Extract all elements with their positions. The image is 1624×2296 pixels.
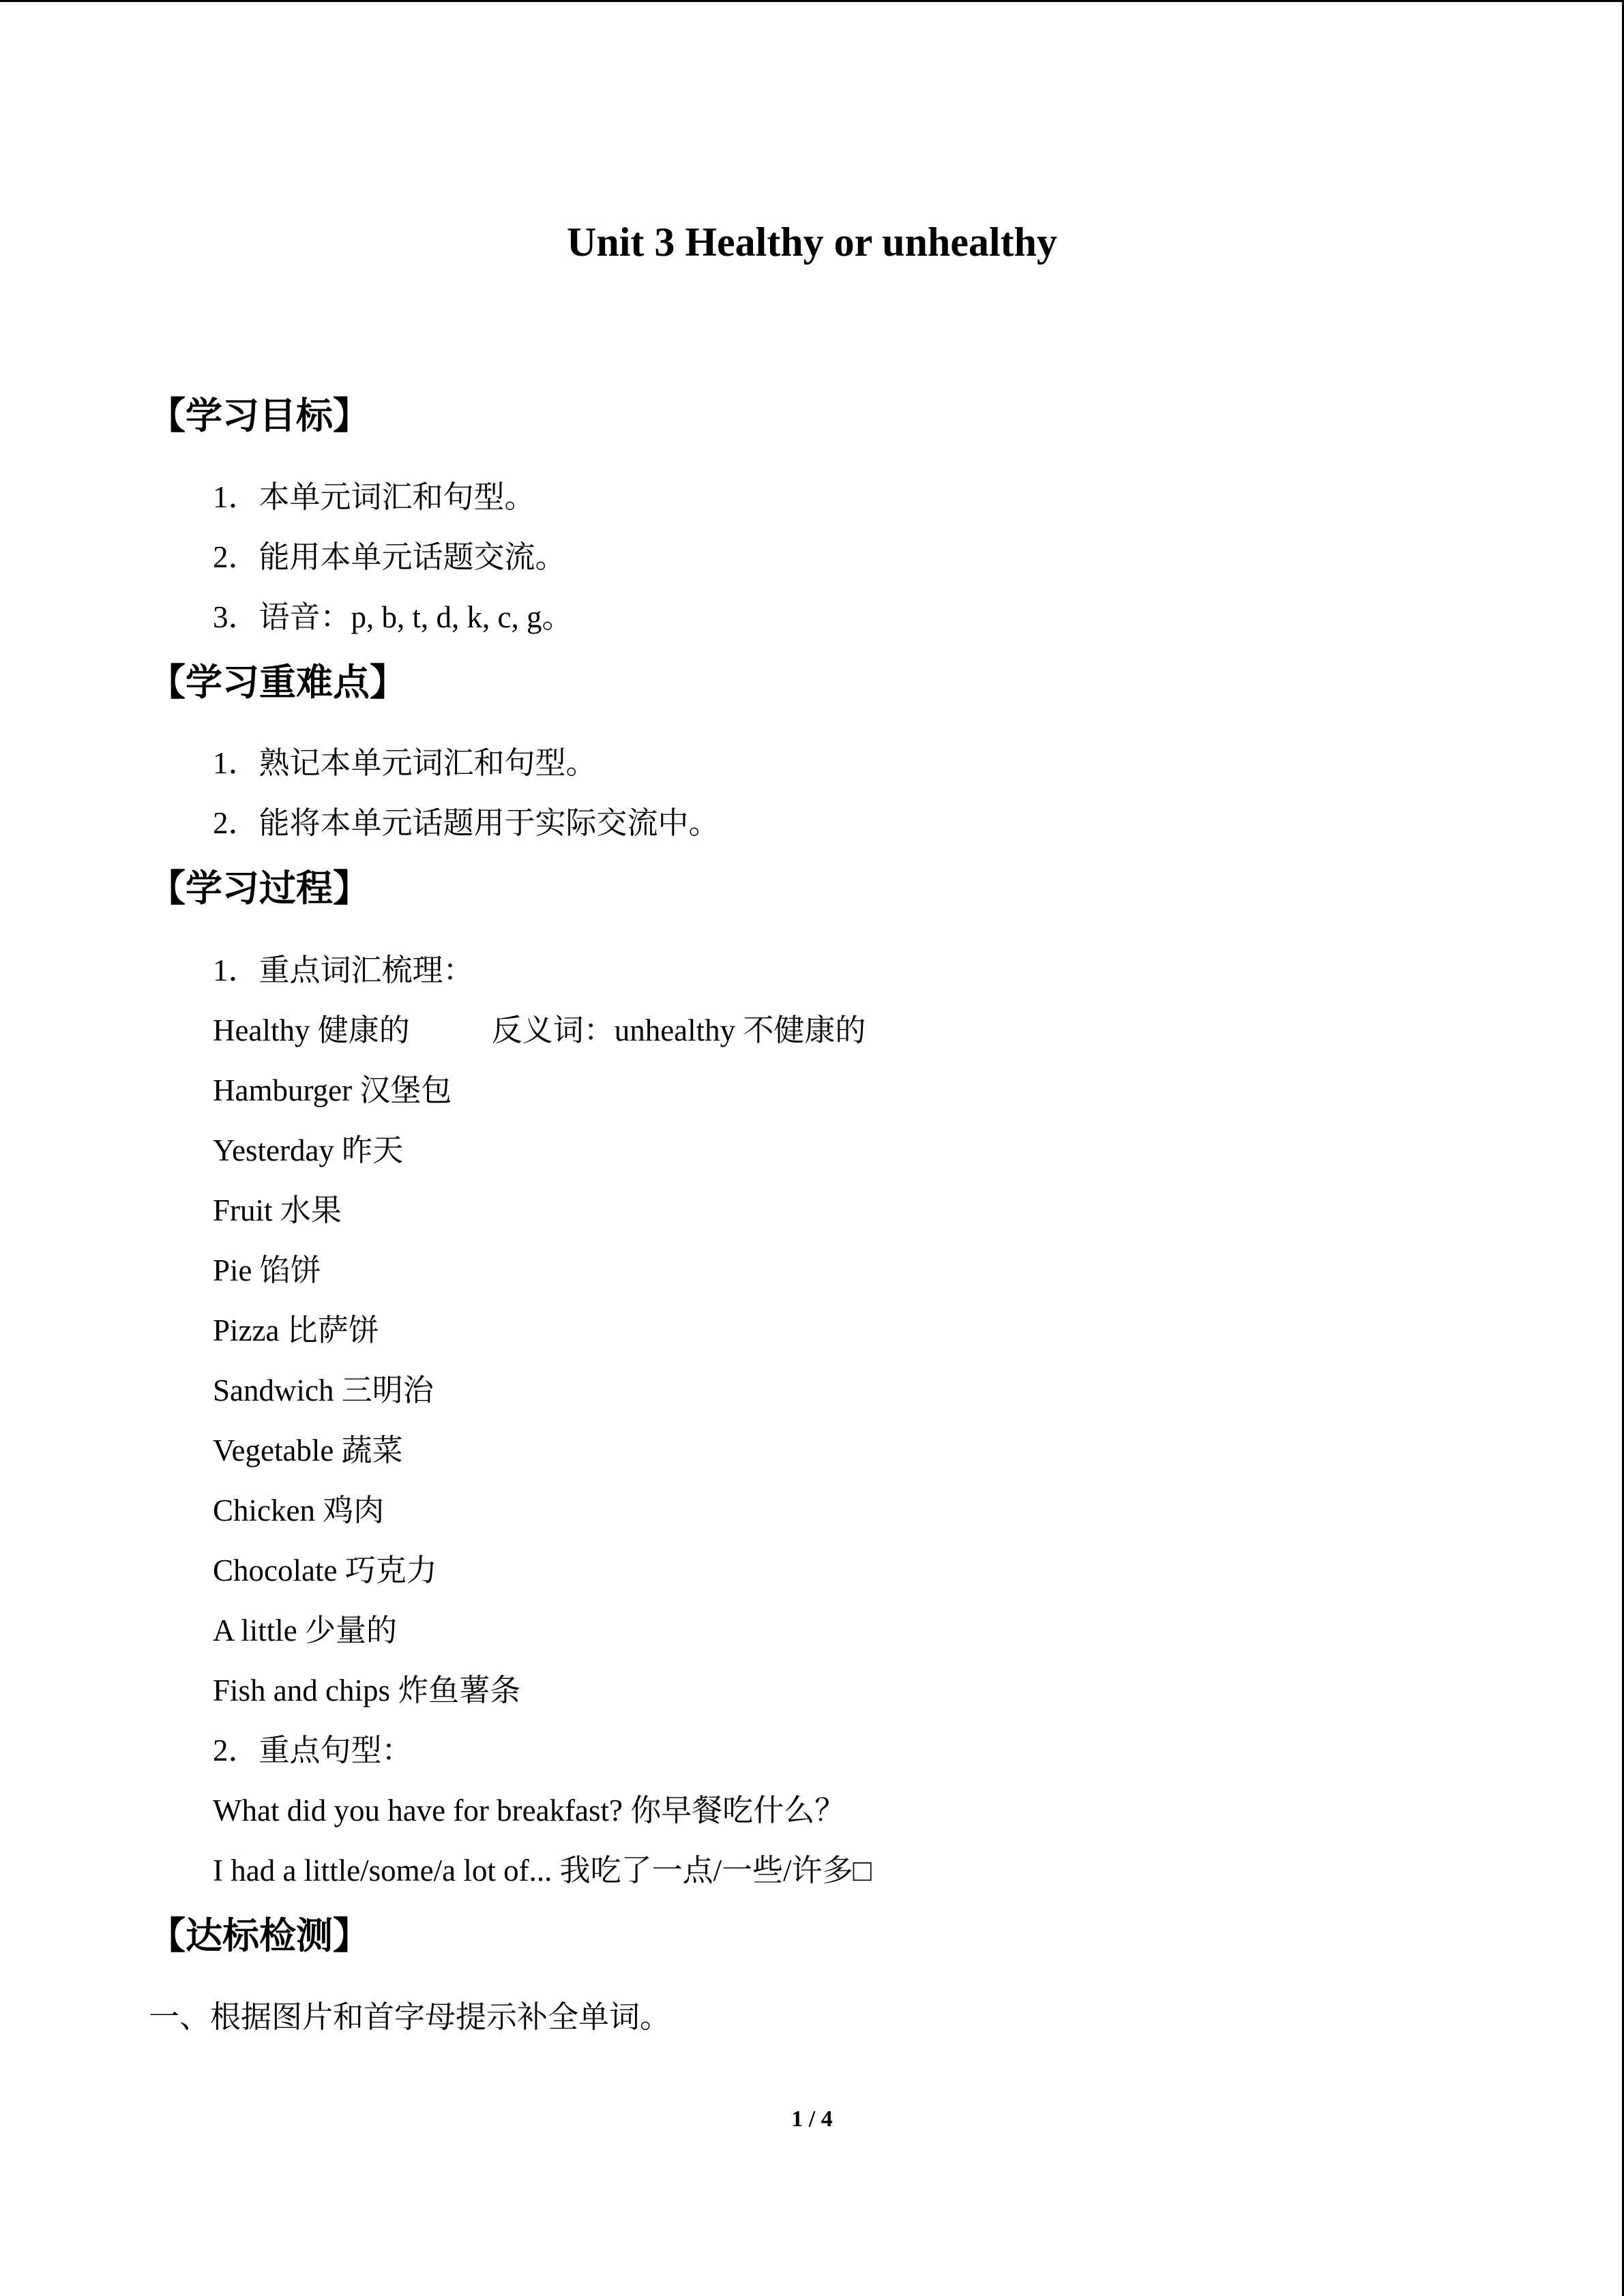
vocab-item: Pizza 比萨饼: [213, 1313, 379, 1347]
vocab-word: Healthy 健康的: [213, 1013, 410, 1047]
sentence-intro: 2．重点句型：: [213, 1733, 413, 1768]
page-number: 1 / 4: [791, 2106, 833, 2132]
key-point-item: 1．熟记本单元词汇和句型。: [213, 746, 597, 780]
vocab-intro: 1．重点词汇梳理：: [213, 953, 474, 987]
key-point-item: 2．能将本单元话题用于实际交流中。: [213, 806, 720, 840]
vocab-item-healthy: [213, 1010, 866, 1051]
goal-item: 1．本单元词汇和句型。: [213, 480, 535, 514]
vocab-item: Yesterday 昨天: [213, 1133, 404, 1167]
vocab-item: A little 少量的: [213, 1613, 398, 1648]
vocab-antonym: 反义词：unhealthy 不健康的: [491, 1013, 866, 1047]
sentence-item: What did you have for breakfast? 你早餐吃什么？: [213, 1793, 846, 1828]
vocab-item: Fish and chips 炸鱼薯条: [213, 1673, 521, 1708]
vocab-item: Hamburger 汉堡包: [213, 1073, 452, 1107]
section-heading-key-points: 【学习重难点】: [149, 661, 407, 704]
section-heading-goals: 【学习目标】: [149, 394, 370, 437]
goal-item: 2．能用本单元话题交流。: [213, 540, 566, 574]
vocab-item: Pie 馅饼: [213, 1253, 321, 1287]
sentence-item: I had a little/some/a lot of... 我吃了一点/一些/许多□: [213, 1853, 872, 1888]
vocab-item: Chicken 鸡肉: [213, 1493, 385, 1527]
exercise-instruction: 一、根据图片和首字母提示补全单词。: [149, 2000, 671, 2034]
vocab-item: Vegetable 蔬菜: [213, 1433, 403, 1467]
section-heading-check: 【达标检测】: [149, 1914, 370, 1957]
vocab-item: Fruit 水果: [213, 1193, 342, 1227]
vocab-item: Sandwich 三明治: [213, 1373, 434, 1407]
goal-item: 3．语音：p, b, t, d, k, c, g。: [213, 600, 573, 634]
section-heading-process: 【学习过程】: [149, 867, 370, 910]
document-title: Unit 3 Healthy or unhealthy: [567, 220, 1057, 265]
vocab-item: Chocolate 巧克力: [213, 1553, 437, 1587]
